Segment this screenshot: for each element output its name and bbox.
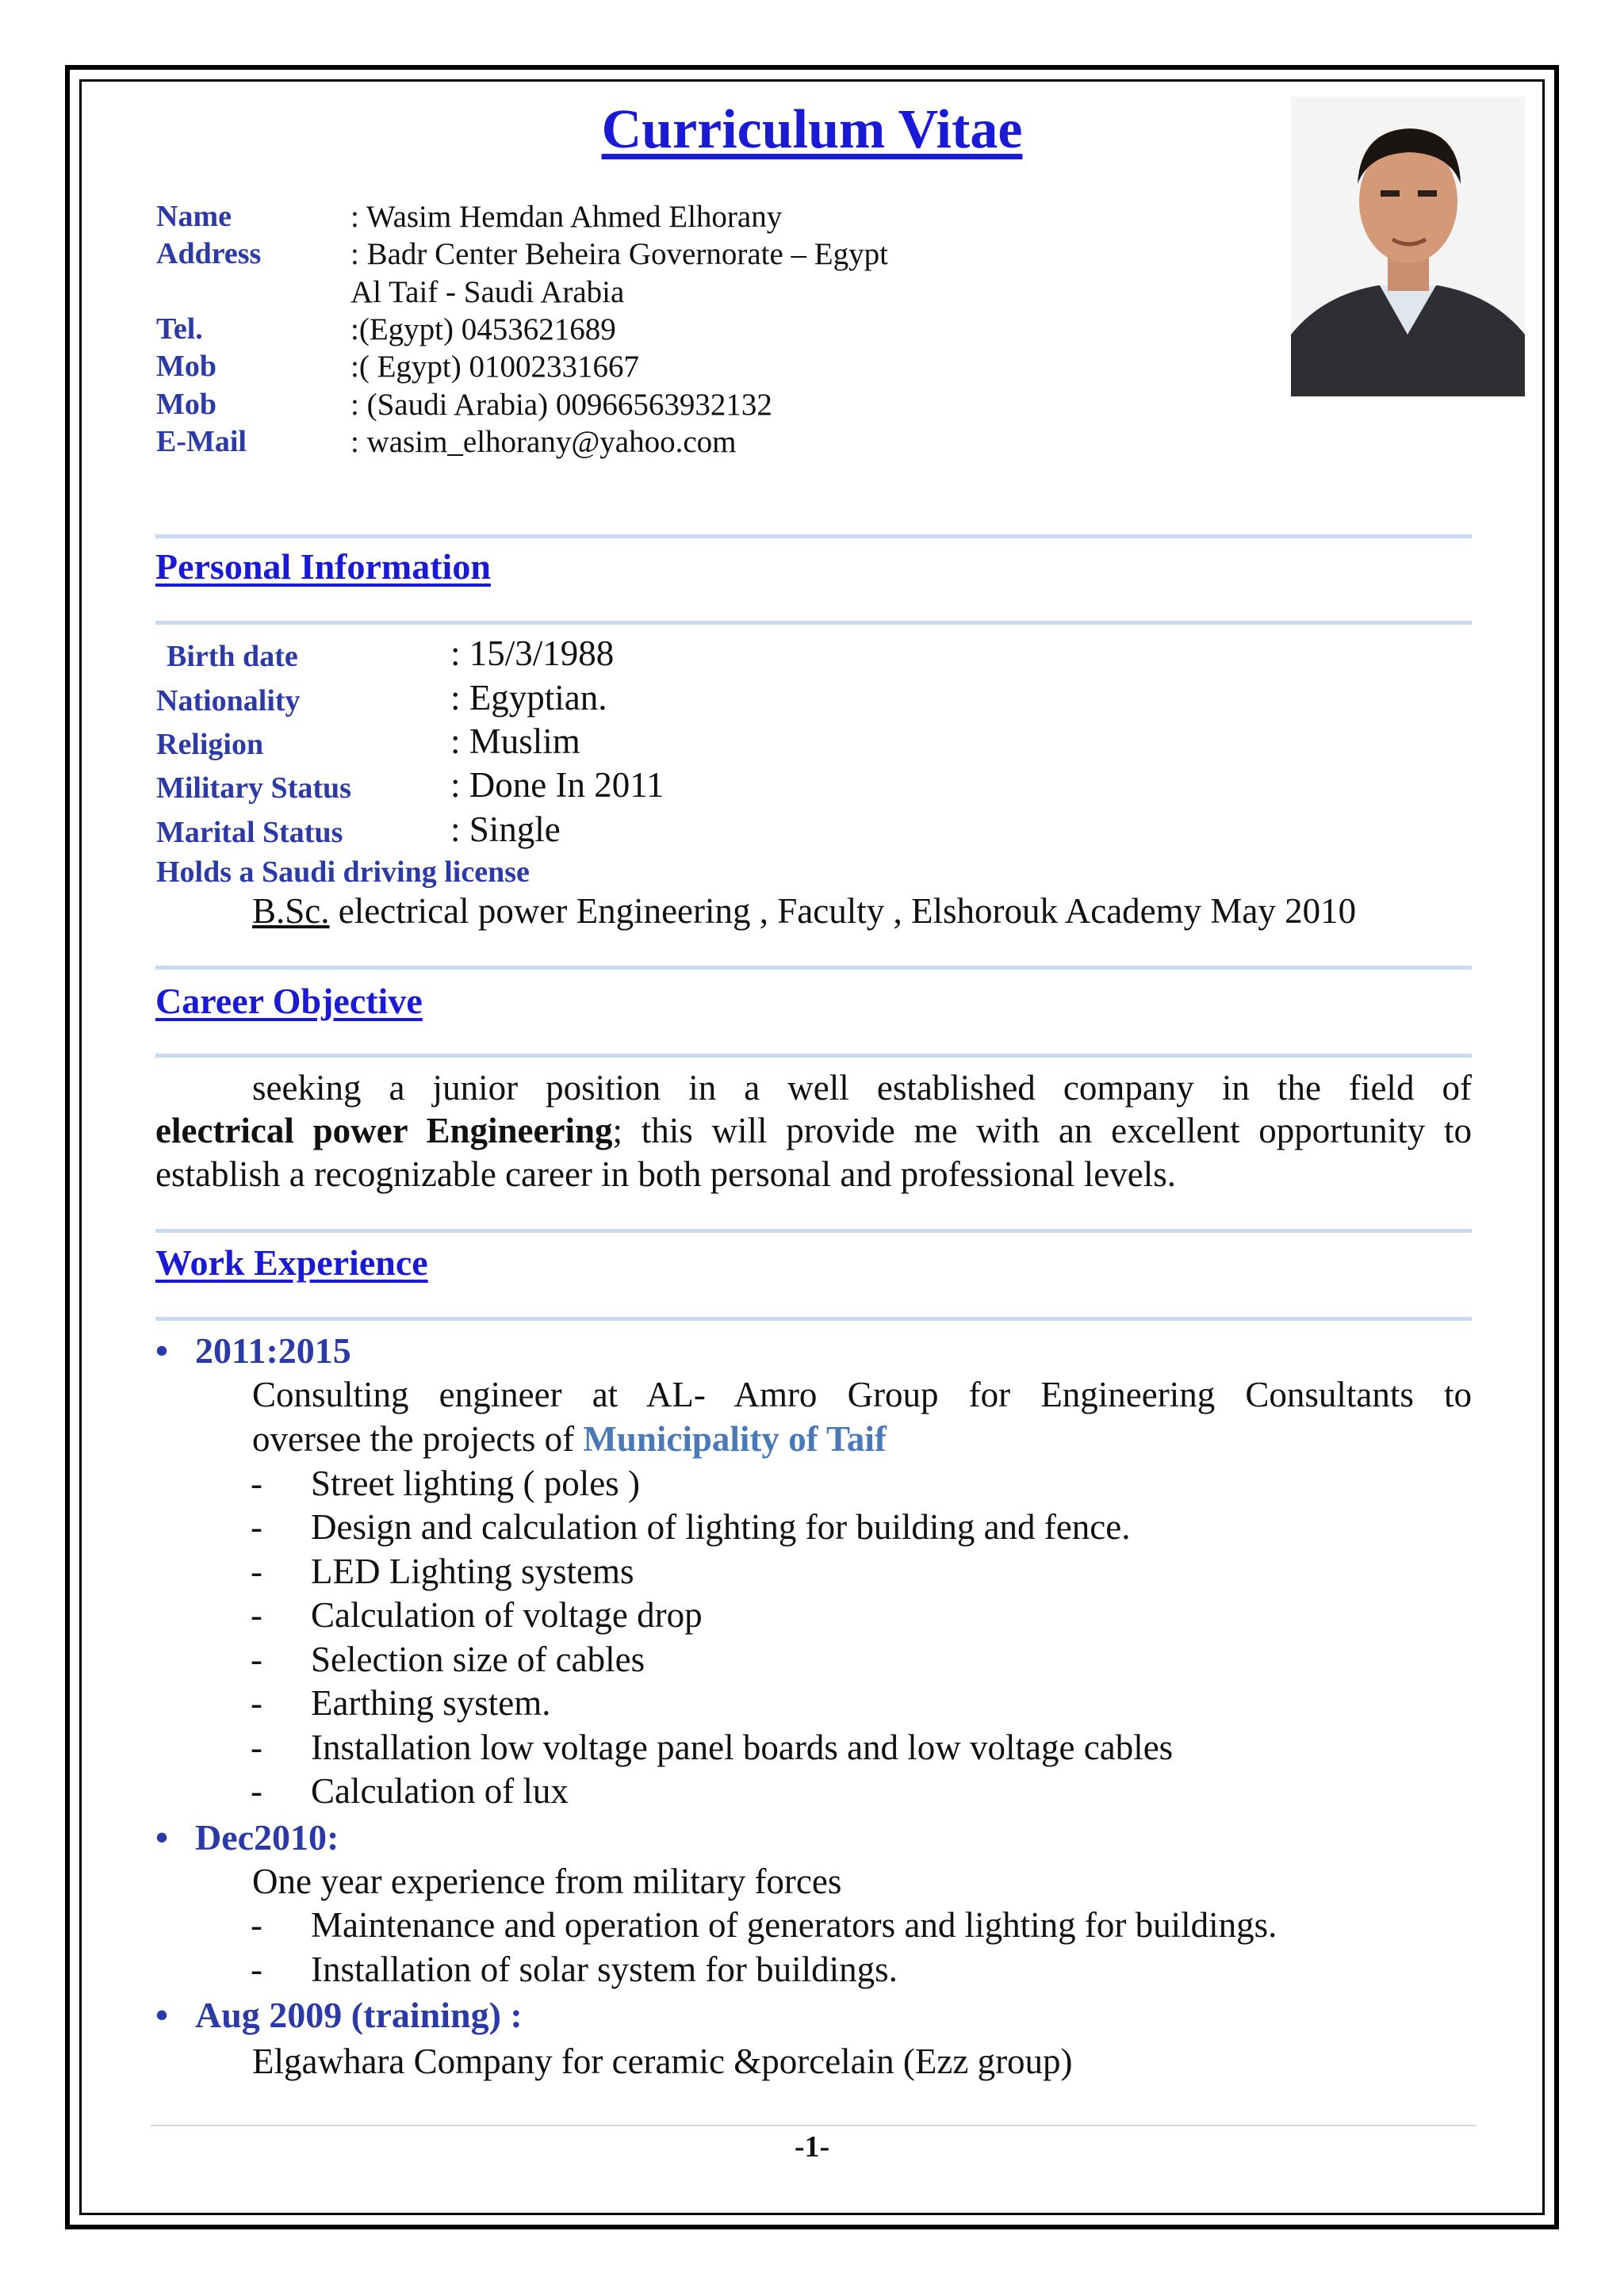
contact-value-mob-saudi: : (Saudi Arabia) 00966563932132	[350, 388, 772, 422]
heading-work-experience: Work Experience	[155, 1242, 428, 1283]
label-military-status: Military Status	[156, 771, 351, 805]
contact-label-tel: Tel.	[156, 312, 203, 346]
document-title: Curriculum Vitae	[601, 99, 1023, 160]
heading-career-objective: Career Objective	[155, 981, 423, 1021]
job-description-2	[252, 1418, 887, 1460]
label-marital-status: Marital Status	[156, 816, 343, 849]
driving-license-note: Holds a Saudi driving license	[156, 855, 530, 889]
contact-label-address: Address	[156, 237, 262, 270]
page-number: -1-	[794, 2130, 830, 2164]
job-description: One year experience from military forces	[252, 1862, 842, 1901]
task-item: Installation of solar system for buildings.	[311, 1950, 898, 1989]
profile-photo	[1291, 97, 1525, 396]
job-period	[155, 1994, 523, 2036]
job-period	[155, 1816, 339, 1858]
label-religion: Religion	[156, 728, 264, 761]
bullet-icon: •	[155, 1817, 169, 1858]
section-rule	[155, 1054, 1472, 1058]
section-rule	[155, 1317, 1472, 1321]
task-item: Calculation of lux	[311, 1771, 569, 1811]
dash-bullet: -	[251, 1640, 262, 1679]
dash-bullet: -	[251, 1683, 262, 1723]
dash-bullet: -	[251, 1464, 262, 1503]
contact-label-mob-egypt: Mob	[156, 350, 216, 383]
contact-value-tel: :(Egypt) 0453621689	[350, 312, 616, 346]
contact-label-email: E-Mail	[156, 425, 247, 458]
task-item: Maintenance and operation of generators and lighting for buildings.	[311, 1905, 1277, 1945]
section-rule	[155, 1229, 1472, 1233]
job-client-highlight: Municipality of Taif	[583, 1419, 887, 1459]
section-rule	[155, 621, 1472, 625]
task-item: Design and calculation of lighting for building and fence.	[311, 1507, 1131, 1547]
job-period	[155, 1330, 351, 1372]
objective-line-2-rest: ; this will provide me with an excellent opportunity to	[612, 1111, 1472, 1150]
value-military-status: : Done In 2011	[450, 765, 665, 805]
job-description-prefix: oversee the projects of	[252, 1419, 584, 1459]
contact-label-name: Name	[156, 200, 232, 233]
heading-personal-information: Personal Information	[155, 546, 491, 587]
contact-label-mob-saudi: Mob	[156, 388, 216, 421]
degree-details: electrical power Engineering , Faculty , Elshorouk Academy May 2010	[329, 891, 1357, 931]
job-description: Consulting engineer at AL- Amro Group for Engineering Consultants to	[252, 1375, 1472, 1414]
task-item: Street lighting ( poles )	[311, 1464, 640, 1503]
contact-value-mob-egypt: :( Egypt) 01002331667	[350, 350, 639, 384]
value-religion: : Muslim	[450, 721, 580, 761]
contact-value-address: : Badr Center Beheira Governorate – Egypt	[350, 237, 888, 271]
objective-line-3: establish a recognizable career in both personal and professional levels.	[155, 1154, 1177, 1194]
objective-line-2	[155, 1110, 1472, 1151]
dash-bullet: -	[251, 1595, 262, 1635]
section-rule	[155, 534, 1472, 538]
bullet-icon: •	[155, 1330, 169, 1371]
degree-abbr: B.Sc.	[252, 891, 330, 931]
dash-bullet: -	[251, 1507, 262, 1547]
dash-bullet: -	[251, 1728, 262, 1767]
job-period-text: Dec2010:	[195, 1817, 339, 1858]
person-portrait-icon	[1291, 97, 1525, 396]
task-item: LED Lighting systems	[311, 1552, 634, 1591]
dash-bullet: -	[251, 1950, 262, 1989]
contact-value-email[interactable]: : wasim_elhorany@yahoo.com	[350, 425, 737, 459]
label-birth-date: Birth date	[167, 640, 298, 673]
task-item: Calculation of voltage drop	[311, 1595, 703, 1635]
job-period-text: 2011:2015	[195, 1330, 351, 1371]
value-birth-date: : 15/3/1988	[450, 633, 615, 673]
value-nationality: : Egyptian.	[450, 678, 607, 718]
value-marital-status: : Single	[450, 809, 561, 849]
bullet-icon: •	[155, 1995, 169, 2035]
job-description: Elgawhara Company for ceramic &porcelain (Ezz group)	[252, 2042, 1073, 2081]
label-nationality: Nationality	[156, 684, 301, 718]
dash-bullet: -	[251, 1905, 262, 1945]
footer-rule	[151, 2125, 1477, 2126]
task-item: Installation low voltage panel boards and low voltage cables	[311, 1728, 1174, 1767]
task-item: Selection size of cables	[311, 1640, 645, 1679]
dash-bullet: -	[251, 1771, 262, 1811]
job-period-text: Aug 2009 (training) :	[195, 1995, 523, 2035]
objective-line-1: seeking a junior position in a well established company in the field of	[252, 1068, 1472, 1108]
contact-value-name: : Wasim Hemdan Ahmed Elhorany	[350, 200, 783, 234]
objective-bold-field: electrical power Engineering	[155, 1111, 613, 1150]
task-item: Earthing system.	[311, 1683, 551, 1723]
contact-value-address-line2: Al Taif - Saudi Arabia	[350, 275, 625, 309]
degree-line	[252, 890, 1356, 932]
dash-bullet: -	[251, 1552, 262, 1591]
section-rule	[155, 966, 1472, 970]
